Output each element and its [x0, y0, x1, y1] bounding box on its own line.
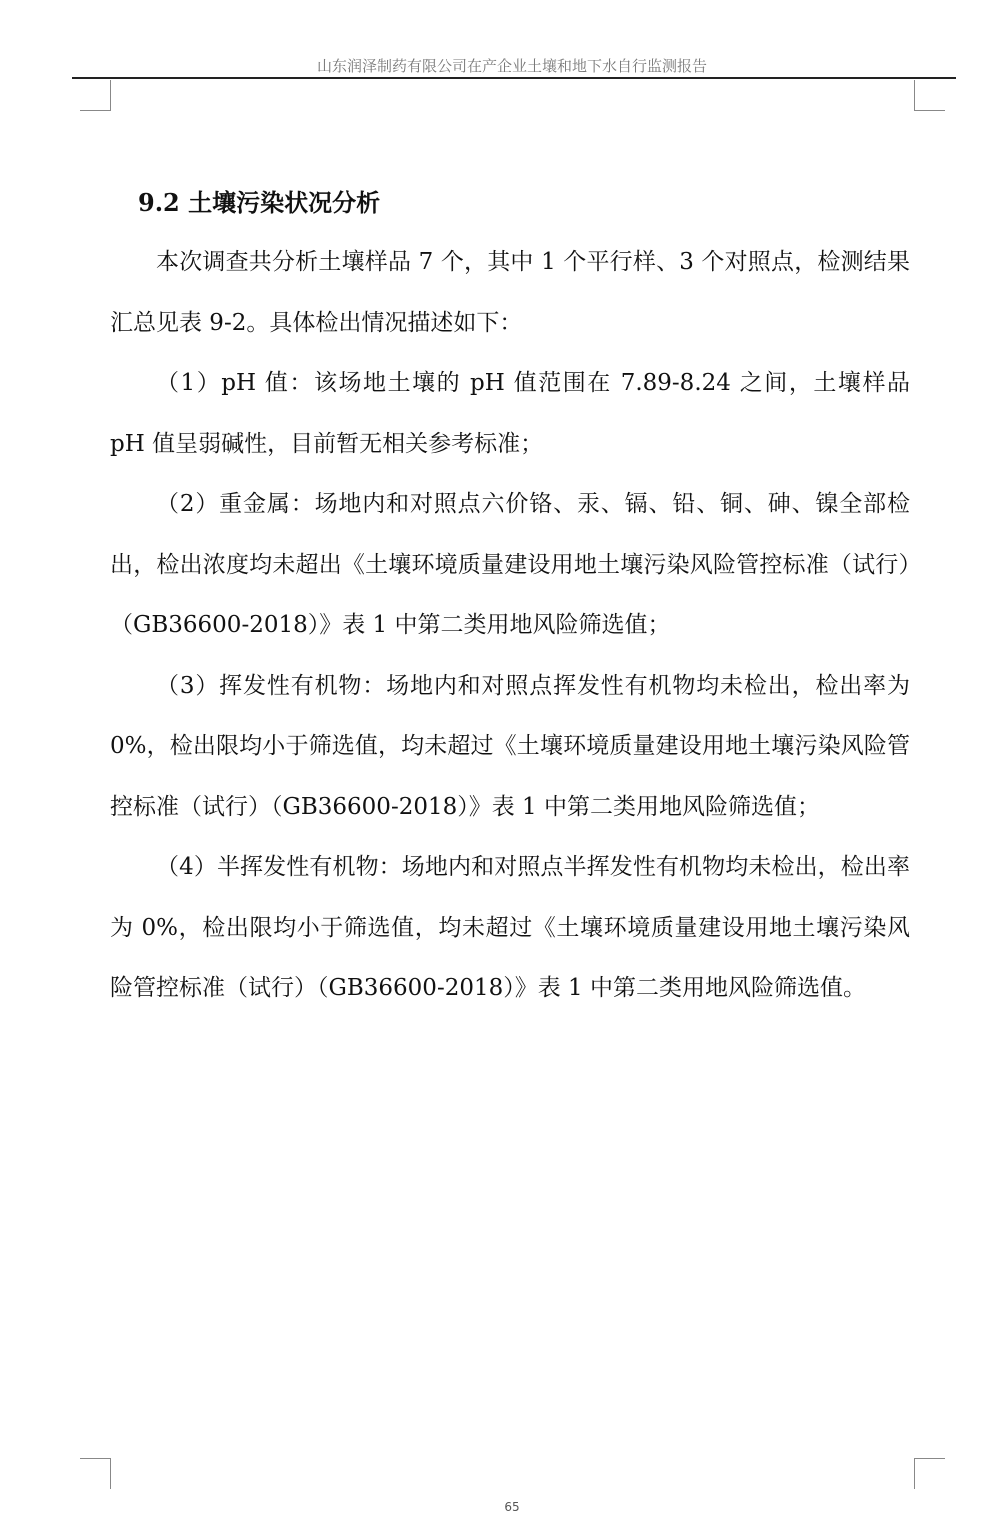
section-heading: 9.2 土壤污染状况分析: [138, 188, 381, 217]
paragraph-svoc: （4）半挥发性有机物：场地内和对照点半挥发性有机物均未检出，检出率为 0%，检出限均小于筛选值，均未超过《土壤环境质量建设用地土壤污染风险管控标准（试行）（GB36600-2018）》表 1 中第二类用地风险筛选值。: [110, 854, 910, 1001]
paragraph-heavy-metals: （2）重金属：场地内和对照点六价铬、汞、镉、铅、铜、砷、镍全部检出，检出浓度均未超出《土壤环境质量建设用地土壤污染风险管控标准（试行）（GB36600-2018）》表 1 中第二类用地风险筛选值；: [110, 491, 910, 638]
paragraph-intro: 本次调查共分析土壤样品 7 个，其中 1 个平行样、3 个对照点，检测结果汇总见表 9-2。具体检出情况描述如下：: [110, 249, 910, 336]
paragraph-voc: （3）挥发性有机物：场地内和对照点挥发性有机物均未检出，检出率为 0%，检出限均小于筛选值，均未超过《土壤环境质量建设用地土壤污染风险管控标准（试行）（GB36600-2018）》表 1 中第二类用地风险筛选值；: [110, 672, 910, 820]
paragraph-ph: （1）pH 值：该场地土壤的 pH 值范围在 7.89-8.24 之间，土壤样品 pH 值呈弱碱性，目前暂无相关参考标准；: [110, 370, 910, 457]
running-header: 山东润泽制药有限公司在产企业土壤和地下水自行监测报告: [316, 57, 707, 75]
crop-mark-bottom-right: [914, 1458, 945, 1489]
crop-mark-top-left: [80, 80, 111, 111]
section-body: [110, 232, 910, 1019]
crop-mark-bottom-left: [80, 1458, 111, 1489]
page-number: 65: [504, 1500, 520, 1514]
crop-mark-top-right: [914, 80, 945, 111]
header-rule: [72, 77, 956, 79]
